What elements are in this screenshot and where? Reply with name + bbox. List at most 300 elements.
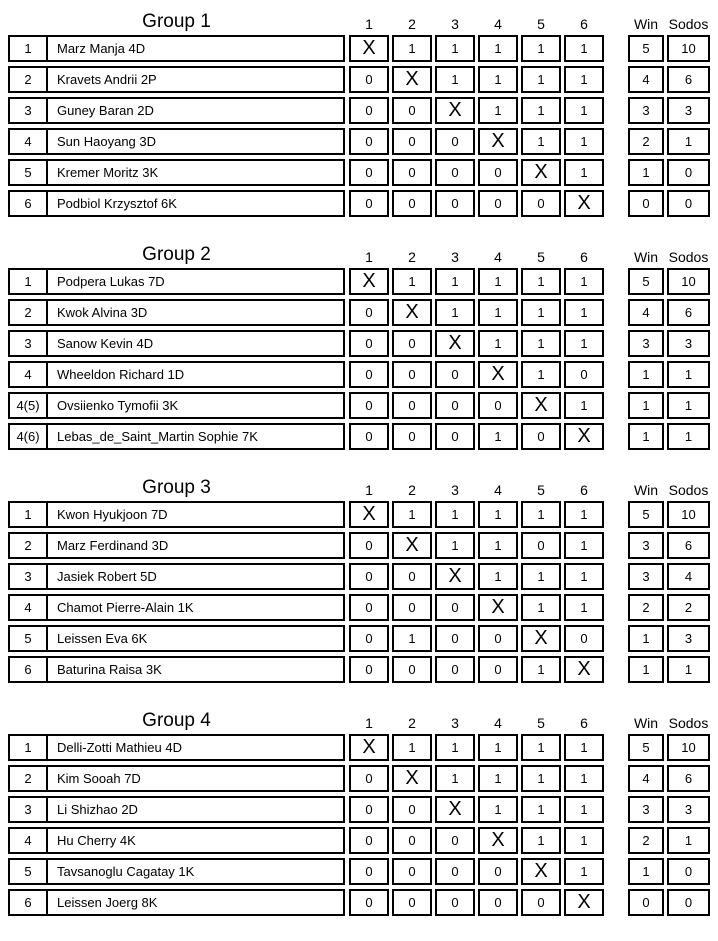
player-name: Hu Cherry 4K [57,833,136,848]
player-name: Leissen Eva 6K [57,631,148,646]
player-row [8,159,718,186]
result-cell: 0 [349,128,389,155]
results-grid [349,268,604,295]
rank-cell: 3 [10,798,48,821]
win-cell: 1 [628,423,664,450]
result-cell: 1 [435,66,475,93]
sodos-cell: 3 [667,97,710,124]
group-title: Group 2 [142,244,211,265]
rank-cell: 2 [10,68,48,91]
sodos-column-header: Sodos [668,249,709,265]
result-cell: 1 [564,35,604,62]
player-cell [8,858,345,885]
result-cell: 0 [435,423,475,450]
result-cell: 0 [435,190,475,217]
player-cell [8,392,345,419]
result-cell: 0 [392,97,432,124]
group-header [8,704,718,734]
player-row [8,128,718,155]
result-cell: 1 [564,594,604,621]
group-header [8,5,718,35]
round-column-headers [349,716,604,730]
result-cell: 0 [392,858,432,885]
result-cell: 1 [521,66,561,93]
win-cell: 3 [628,330,664,357]
result-cell: 1 [478,330,518,357]
result-cell: 1 [478,97,518,124]
group-section [8,238,718,450]
result-cell: 0 [435,361,475,388]
self-result-cell: X [564,190,604,217]
result-cell: 0 [349,563,389,590]
result-cell: 1 [478,299,518,326]
round-column-header: 4 [494,16,502,32]
result-cell: 1 [392,501,432,528]
win-cell: 4 [628,765,664,792]
score-cells [628,97,710,124]
results-grid [349,594,604,621]
player-name: Chamot Pierre-Alain 1K [57,600,194,615]
rank-cell: 6 [10,658,48,681]
player-cell [8,532,345,559]
win-cell: 2 [628,827,664,854]
player-row [8,268,718,295]
result-cell: 0 [392,190,432,217]
results-grid [349,128,604,155]
player-name: Marz Ferdinand 3D [57,538,169,553]
score-cells [628,330,710,357]
result-cell: 0 [392,159,432,186]
score-cells [628,765,710,792]
rank-cell: 4 [10,829,48,852]
player-row [8,361,718,388]
result-cell: 1 [478,423,518,450]
rank-cell: 4(6) [10,425,48,448]
result-cell: 0 [349,796,389,823]
result-cell: 0 [392,656,432,683]
result-cell: 1 [564,159,604,186]
result-cell: 0 [349,858,389,885]
score-cells [628,361,710,388]
player-cell [8,889,345,916]
result-cell: 1 [478,268,518,295]
self-result-cell: X [564,423,604,450]
sodos-cell: 3 [667,625,710,652]
result-cell: 0 [349,361,389,388]
rank-cell: 5 [10,161,48,184]
result-cell: 1 [435,501,475,528]
result-cell: 1 [478,563,518,590]
round-column-header: 2 [408,249,416,265]
results-grid [349,392,604,419]
rank-cell: 4 [10,363,48,386]
result-cell: 1 [435,734,475,761]
results-grid [349,35,604,62]
player-name: Leissen Joerg 8K [57,895,158,910]
round-column-headers [349,250,604,264]
sodos-cell: 1 [667,827,710,854]
win-cell: 5 [628,501,664,528]
result-cell: 0 [392,889,432,916]
rank-cell: 6 [10,891,48,914]
results-grid [349,656,604,683]
result-cell: 0 [349,392,389,419]
result-cell: 0 [349,330,389,357]
results-grid [349,765,604,792]
result-cell: 1 [564,66,604,93]
win-column-header: Win [633,16,659,32]
result-cell: 1 [478,796,518,823]
self-result-cell: X [478,594,518,621]
result-cell: 1 [435,765,475,792]
rank-cell: 3 [10,565,48,588]
sodos-cell: 1 [667,128,710,155]
result-cell: 0 [521,532,561,559]
result-cell: 1 [564,128,604,155]
rank-cell: 6 [10,192,48,215]
player-cell [8,66,345,93]
self-result-cell: X [478,128,518,155]
round-column-headers [349,17,604,31]
result-cell: 0 [435,128,475,155]
round-column-header: 4 [494,249,502,265]
result-cell: 1 [521,594,561,621]
result-cell: 0 [435,827,475,854]
rank-cell: 5 [10,627,48,650]
player-row [8,594,718,621]
rank-cell: 1 [10,503,48,526]
result-cell: 0 [349,423,389,450]
result-cell: 0 [349,827,389,854]
result-cell: 1 [521,765,561,792]
win-cell: 5 [628,734,664,761]
result-cell: 1 [564,532,604,559]
win-cell: 1 [628,159,664,186]
result-cell: 0 [349,532,389,559]
self-result-cell: X [392,299,432,326]
round-column-header: 2 [408,715,416,731]
player-cell [8,361,345,388]
score-column-headers [628,250,710,264]
sodos-cell: 6 [667,66,710,93]
result-cell: 0 [349,299,389,326]
result-cell: 1 [392,734,432,761]
result-cell: 1 [478,66,518,93]
round-column-header: 5 [537,715,545,731]
result-cell: 1 [521,656,561,683]
win-cell: 3 [628,532,664,559]
player-name: Lebas_de_Saint_Martin Sophie 7K [57,429,258,444]
player-name: Sun Haoyang 3D [57,134,157,149]
result-cell: 0 [564,625,604,652]
result-cell: 0 [478,625,518,652]
result-cell: 0 [349,159,389,186]
result-cell: 0 [478,889,518,916]
result-cell: 1 [564,563,604,590]
rank-cell: 3 [10,332,48,355]
round-column-header: 5 [537,249,545,265]
rank-cell: 1 [10,736,48,759]
rank-cell: 1 [10,37,48,60]
self-result-cell: X [349,734,389,761]
self-result-cell: X [392,765,432,792]
results-grid [349,299,604,326]
sodos-cell: 10 [667,268,710,295]
results-grid [349,532,604,559]
player-name: Kwon Hyukjoon 7D [57,507,168,522]
self-result-cell: X [435,796,475,823]
player-cell [8,656,345,683]
sodos-cell: 10 [667,35,710,62]
result-cell: 0 [478,392,518,419]
result-cell: 1 [564,858,604,885]
player-name: Sanow Kevin 4D [57,336,154,351]
result-cell: 0 [435,392,475,419]
player-name: Wheeldon Richard 1D [57,367,185,382]
win-cell: 2 [628,128,664,155]
result-cell: 1 [521,35,561,62]
self-result-cell: X [349,35,389,62]
sodos-cell: 0 [667,159,710,186]
rank-cell: 5 [10,860,48,883]
score-cells [628,594,710,621]
result-cell: 0 [349,656,389,683]
self-result-cell: X [521,625,561,652]
score-cells [628,796,710,823]
round-column-headers [349,483,604,497]
round-column-header: 4 [494,482,502,498]
result-cell: 1 [564,330,604,357]
result-cell: 1 [564,299,604,326]
results-grid [349,97,604,124]
sodos-cell: 6 [667,299,710,326]
self-result-cell: X [564,889,604,916]
player-row [8,858,718,885]
group-section [8,704,718,916]
rank-cell: 2 [10,767,48,790]
result-cell: 1 [521,501,561,528]
win-cell: 3 [628,563,664,590]
player-cell [8,35,345,62]
self-result-cell: X [521,392,561,419]
player-cell [8,501,345,528]
result-cell: 1 [521,299,561,326]
score-cells [628,128,710,155]
round-column-header: 3 [451,249,459,265]
rank-cell: 3 [10,99,48,122]
result-cell: 0 [478,858,518,885]
score-cells [628,423,710,450]
result-cell: 1 [478,35,518,62]
result-cell: 0 [392,361,432,388]
sodos-cell: 2 [667,594,710,621]
player-row [8,501,718,528]
round-column-header: 6 [580,16,588,32]
player-name: Delli-Zotti Mathieu 4D [57,740,182,755]
player-name: Tavsanoglu Cagatay 1K [57,864,195,879]
result-cell: 1 [478,532,518,559]
player-cell [8,299,345,326]
player-name: Jasiek Robert 5D [57,569,157,584]
player-cell [8,97,345,124]
sodos-column-header: Sodos [668,715,709,731]
player-row [8,563,718,590]
group-title: Group 3 [142,477,211,498]
round-column-header: 3 [451,715,459,731]
player-name: Marz Manja 4D [57,41,146,56]
win-cell: 1 [628,392,664,419]
player-name: Ovsiienko Tymofii 3K [57,398,179,413]
group-section [8,471,718,683]
result-cell: 1 [392,35,432,62]
results-grid [349,796,604,823]
win-cell: 2 [628,594,664,621]
result-cell: 0 [435,889,475,916]
result-cell: 0 [349,594,389,621]
score-cells [628,858,710,885]
score-cells [628,734,710,761]
rank-cell: 1 [10,270,48,293]
sodos-cell: 10 [667,734,710,761]
result-cell: 0 [478,656,518,683]
player-row [8,299,718,326]
round-column-header: 1 [365,16,373,32]
round-column-header: 3 [451,16,459,32]
player-name: Kravets Andrii 2P [57,72,157,87]
result-cell: 1 [521,361,561,388]
score-column-headers [628,483,710,497]
sodos-cell: 0 [667,858,710,885]
group-title: Group 4 [142,710,211,731]
win-cell: 1 [628,625,664,652]
result-cell: 1 [521,827,561,854]
player-row [8,35,718,62]
results-grid [349,66,604,93]
results-grid [349,889,604,916]
result-cell: 0 [392,128,432,155]
result-cell: 0 [392,392,432,419]
score-cells [628,190,710,217]
win-cell: 5 [628,35,664,62]
player-name: Kwok Alvina 3D [57,305,148,320]
group-header [8,238,718,268]
player-row [8,656,718,683]
result-cell: 1 [521,563,561,590]
round-column-header: 5 [537,482,545,498]
self-result-cell: X [521,159,561,186]
group-header [8,471,718,501]
result-cell: 1 [521,97,561,124]
sodos-cell: 4 [667,563,710,590]
rank-cell: 4(5) [10,394,48,417]
win-cell: 4 [628,66,664,93]
result-cell: 1 [392,625,432,652]
self-result-cell: X [349,268,389,295]
player-cell [8,594,345,621]
player-cell [8,423,345,450]
results-grid [349,330,604,357]
round-column-header: 1 [365,715,373,731]
result-cell: 1 [564,97,604,124]
self-result-cell: X [392,66,432,93]
results-grid [349,827,604,854]
player-cell [8,128,345,155]
sodos-cell: 0 [667,190,710,217]
win-cell: 0 [628,190,664,217]
sodos-column-header: Sodos [668,482,709,498]
result-cell: 0 [392,563,432,590]
sodos-cell: 1 [667,656,710,683]
result-cell: 0 [349,190,389,217]
self-result-cell: X [435,97,475,124]
result-cell: 0 [435,594,475,621]
sodos-cell: 3 [667,796,710,823]
score-column-headers [628,17,710,31]
result-cell: 1 [435,299,475,326]
player-cell [8,765,345,792]
player-row [8,532,718,559]
results-grid [349,563,604,590]
player-name: Podpera Lukas 7D [57,274,165,289]
result-cell: 0 [392,827,432,854]
result-cell: 1 [435,35,475,62]
player-row [8,827,718,854]
result-cell: 0 [392,594,432,621]
sodos-cell: 6 [667,532,710,559]
win-cell: 5 [628,268,664,295]
sodos-cell: 1 [667,361,710,388]
player-row [8,392,718,419]
round-column-header: 6 [580,482,588,498]
score-cells [628,392,710,419]
result-cell: 0 [435,625,475,652]
rank-cell: 2 [10,301,48,324]
result-cell: 0 [349,765,389,792]
self-result-cell: X [478,827,518,854]
rank-cell: 4 [10,130,48,153]
score-column-headers [628,716,710,730]
self-result-cell: X [564,656,604,683]
score-cells [628,625,710,652]
round-column-header: 1 [365,249,373,265]
self-result-cell: X [435,563,475,590]
score-cells [628,268,710,295]
player-name: Kremer Moritz 3K [57,165,159,180]
results-grid [349,159,604,186]
player-cell [8,796,345,823]
score-cells [628,35,710,62]
result-cell: 0 [392,796,432,823]
result-cell: 0 [521,190,561,217]
result-cell: 1 [478,501,518,528]
result-cell: 0 [349,889,389,916]
result-cell: 0 [478,190,518,217]
sodos-cell: 10 [667,501,710,528]
player-name: Guney Baran 2D [57,103,154,118]
player-row [8,66,718,93]
round-column-header: 5 [537,16,545,32]
result-cell: 0 [435,656,475,683]
sodos-cell: 0 [667,889,710,916]
result-cell: 1 [564,765,604,792]
self-result-cell: X [349,501,389,528]
result-cell: 0 [349,66,389,93]
result-cell: 1 [564,796,604,823]
win-cell: 3 [628,796,664,823]
score-cells [628,563,710,590]
score-cells [628,299,710,326]
sodos-cell: 1 [667,423,710,450]
